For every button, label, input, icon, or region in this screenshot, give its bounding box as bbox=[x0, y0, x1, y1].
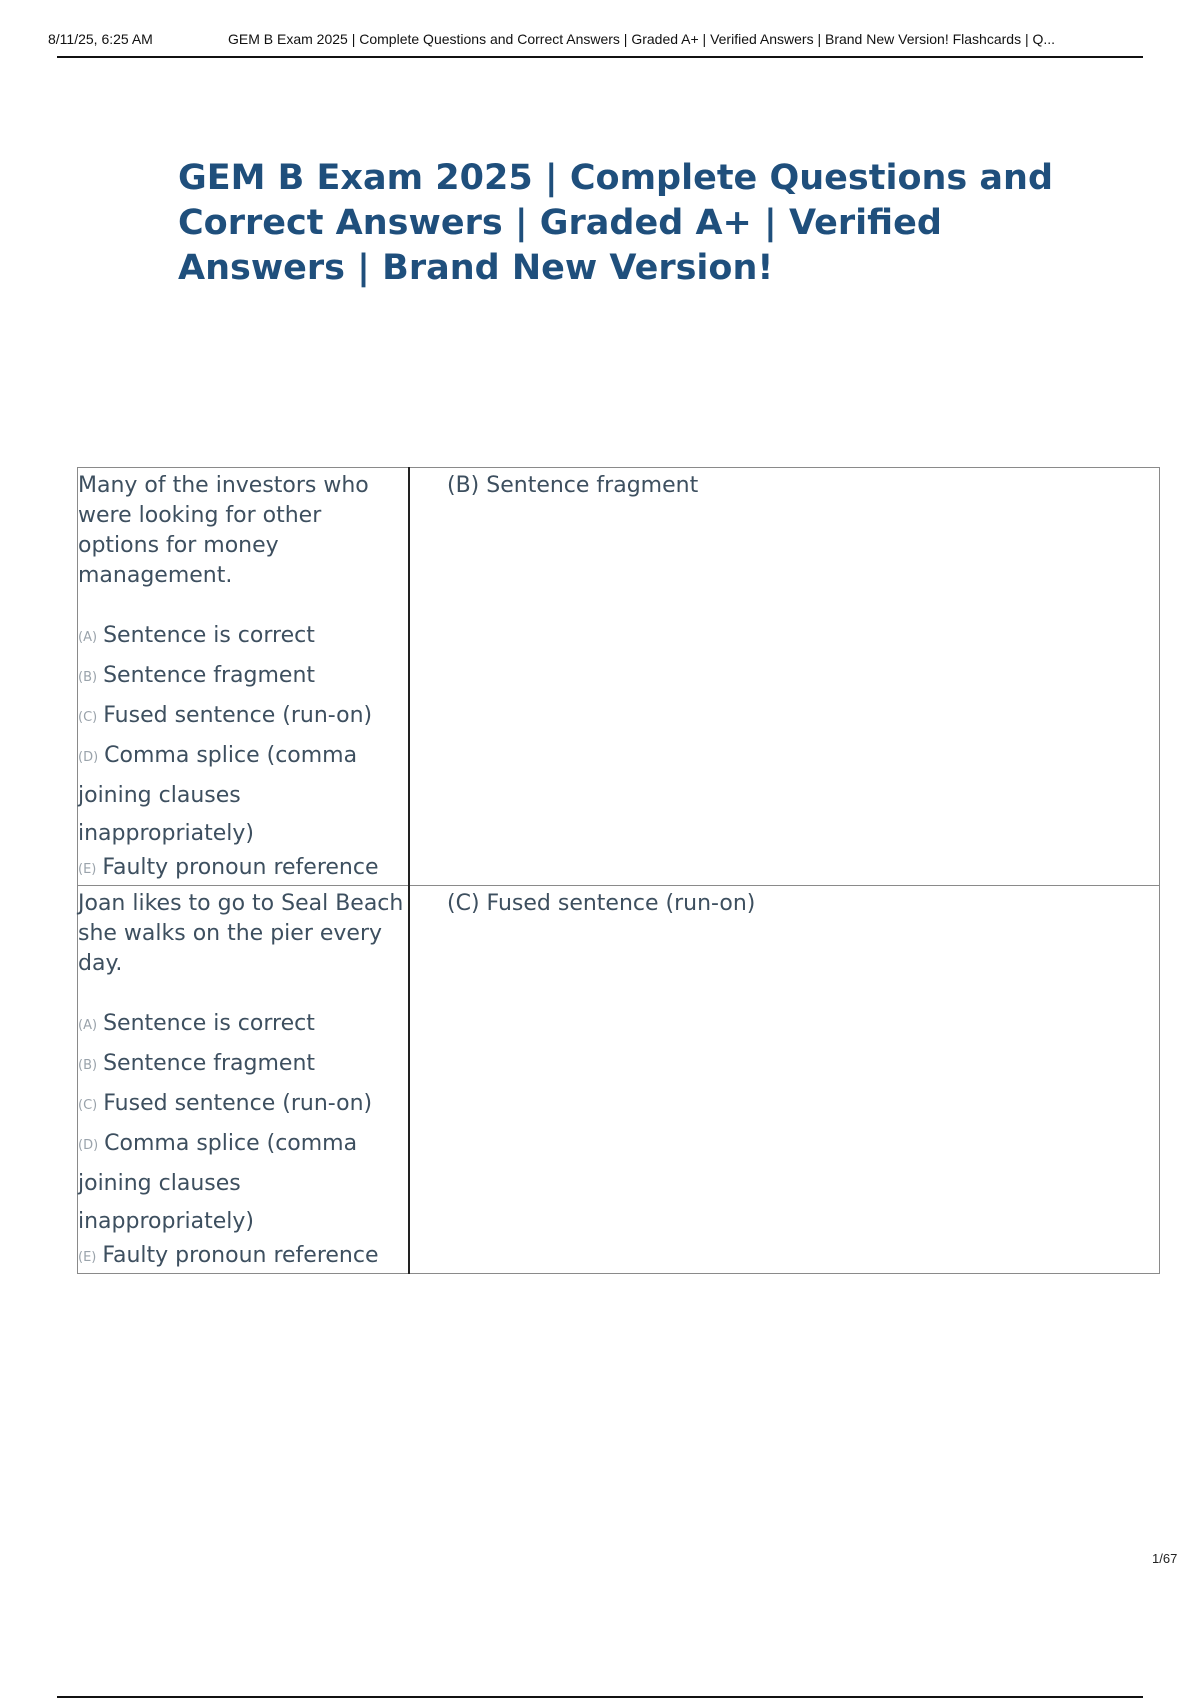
option-item bbox=[78, 1045, 408, 1085]
print-header bbox=[48, 28, 1176, 58]
option-text: Sentence is correct bbox=[103, 1011, 315, 1036]
option-item bbox=[78, 737, 408, 853]
header-divider bbox=[57, 56, 1143, 58]
option-item bbox=[78, 853, 408, 885]
answer-options bbox=[78, 617, 408, 885]
option-text: Faulty pronoun reference bbox=[102, 1243, 379, 1268]
flashcard-row bbox=[78, 886, 1160, 1274]
question-cell bbox=[78, 468, 410, 886]
option-item bbox=[78, 1005, 408, 1045]
option-text: Fused sentence (run-on) bbox=[103, 703, 373, 728]
option-text: Faulty pronoun reference bbox=[102, 855, 379, 880]
answer-options bbox=[78, 1005, 408, 1273]
option-letter: (C) bbox=[78, 1098, 98, 1113]
answer-text: (B) Sentence fragment bbox=[447, 473, 699, 498]
document-title: GEM B Exam 2025 | Complete Questions and Correct Answers | Graded A+ | Verified Answers | Brand New Version! bbox=[178, 158, 1054, 288]
answer-cell bbox=[409, 886, 1160, 1274]
answer-text: (C) Fused sentence (run-on) bbox=[447, 891, 756, 916]
option-text: Fused sentence (run-on) bbox=[103, 1091, 373, 1116]
option-text: Comma splice (comma joining clauses inappropriately) bbox=[78, 743, 358, 846]
option-text: Sentence fragment bbox=[103, 663, 316, 688]
print-datetime: 8/11/25, 6:25 AM bbox=[48, 31, 153, 47]
option-letter: (E) bbox=[78, 862, 97, 877]
option-letter: (E) bbox=[78, 1250, 97, 1265]
option-letter: (D) bbox=[78, 1138, 99, 1153]
question-text: Joan likes to go to Seal Beach she walks on the pier every day. bbox=[78, 891, 404, 976]
option-item bbox=[78, 1125, 408, 1241]
option-letter: (C) bbox=[78, 710, 98, 725]
option-item bbox=[78, 697, 408, 737]
option-letter: (A) bbox=[78, 1018, 98, 1033]
page-number: 1/67 bbox=[1152, 1551, 1178, 1566]
option-text: Sentence is correct bbox=[103, 623, 315, 648]
option-text: Comma splice (comma joining clauses inappropriately) bbox=[78, 1131, 358, 1234]
option-text: Sentence fragment bbox=[103, 1051, 316, 1076]
option-item bbox=[78, 1085, 408, 1125]
option-letter: (D) bbox=[78, 750, 99, 765]
flashcard-table bbox=[77, 467, 1160, 1274]
print-page-title: GEM B Exam 2025 | Complete Questions and Correct Answers | Graded A+ | Verified Answers | Brand New Version! Flashcards | Q... bbox=[228, 31, 1056, 47]
option-letter: (B) bbox=[78, 1058, 98, 1073]
flashcard-row bbox=[78, 468, 1160, 886]
option-letter: (B) bbox=[78, 670, 98, 685]
option-letter: (A) bbox=[78, 630, 98, 645]
question-text: Many of the investors who were looking for other options for money management. bbox=[78, 473, 369, 588]
option-item bbox=[78, 1241, 408, 1273]
footer-divider bbox=[57, 1696, 1143, 1698]
option-item bbox=[78, 657, 408, 697]
answer-cell bbox=[409, 468, 1160, 886]
question-cell bbox=[78, 886, 410, 1274]
option-item bbox=[78, 617, 408, 657]
